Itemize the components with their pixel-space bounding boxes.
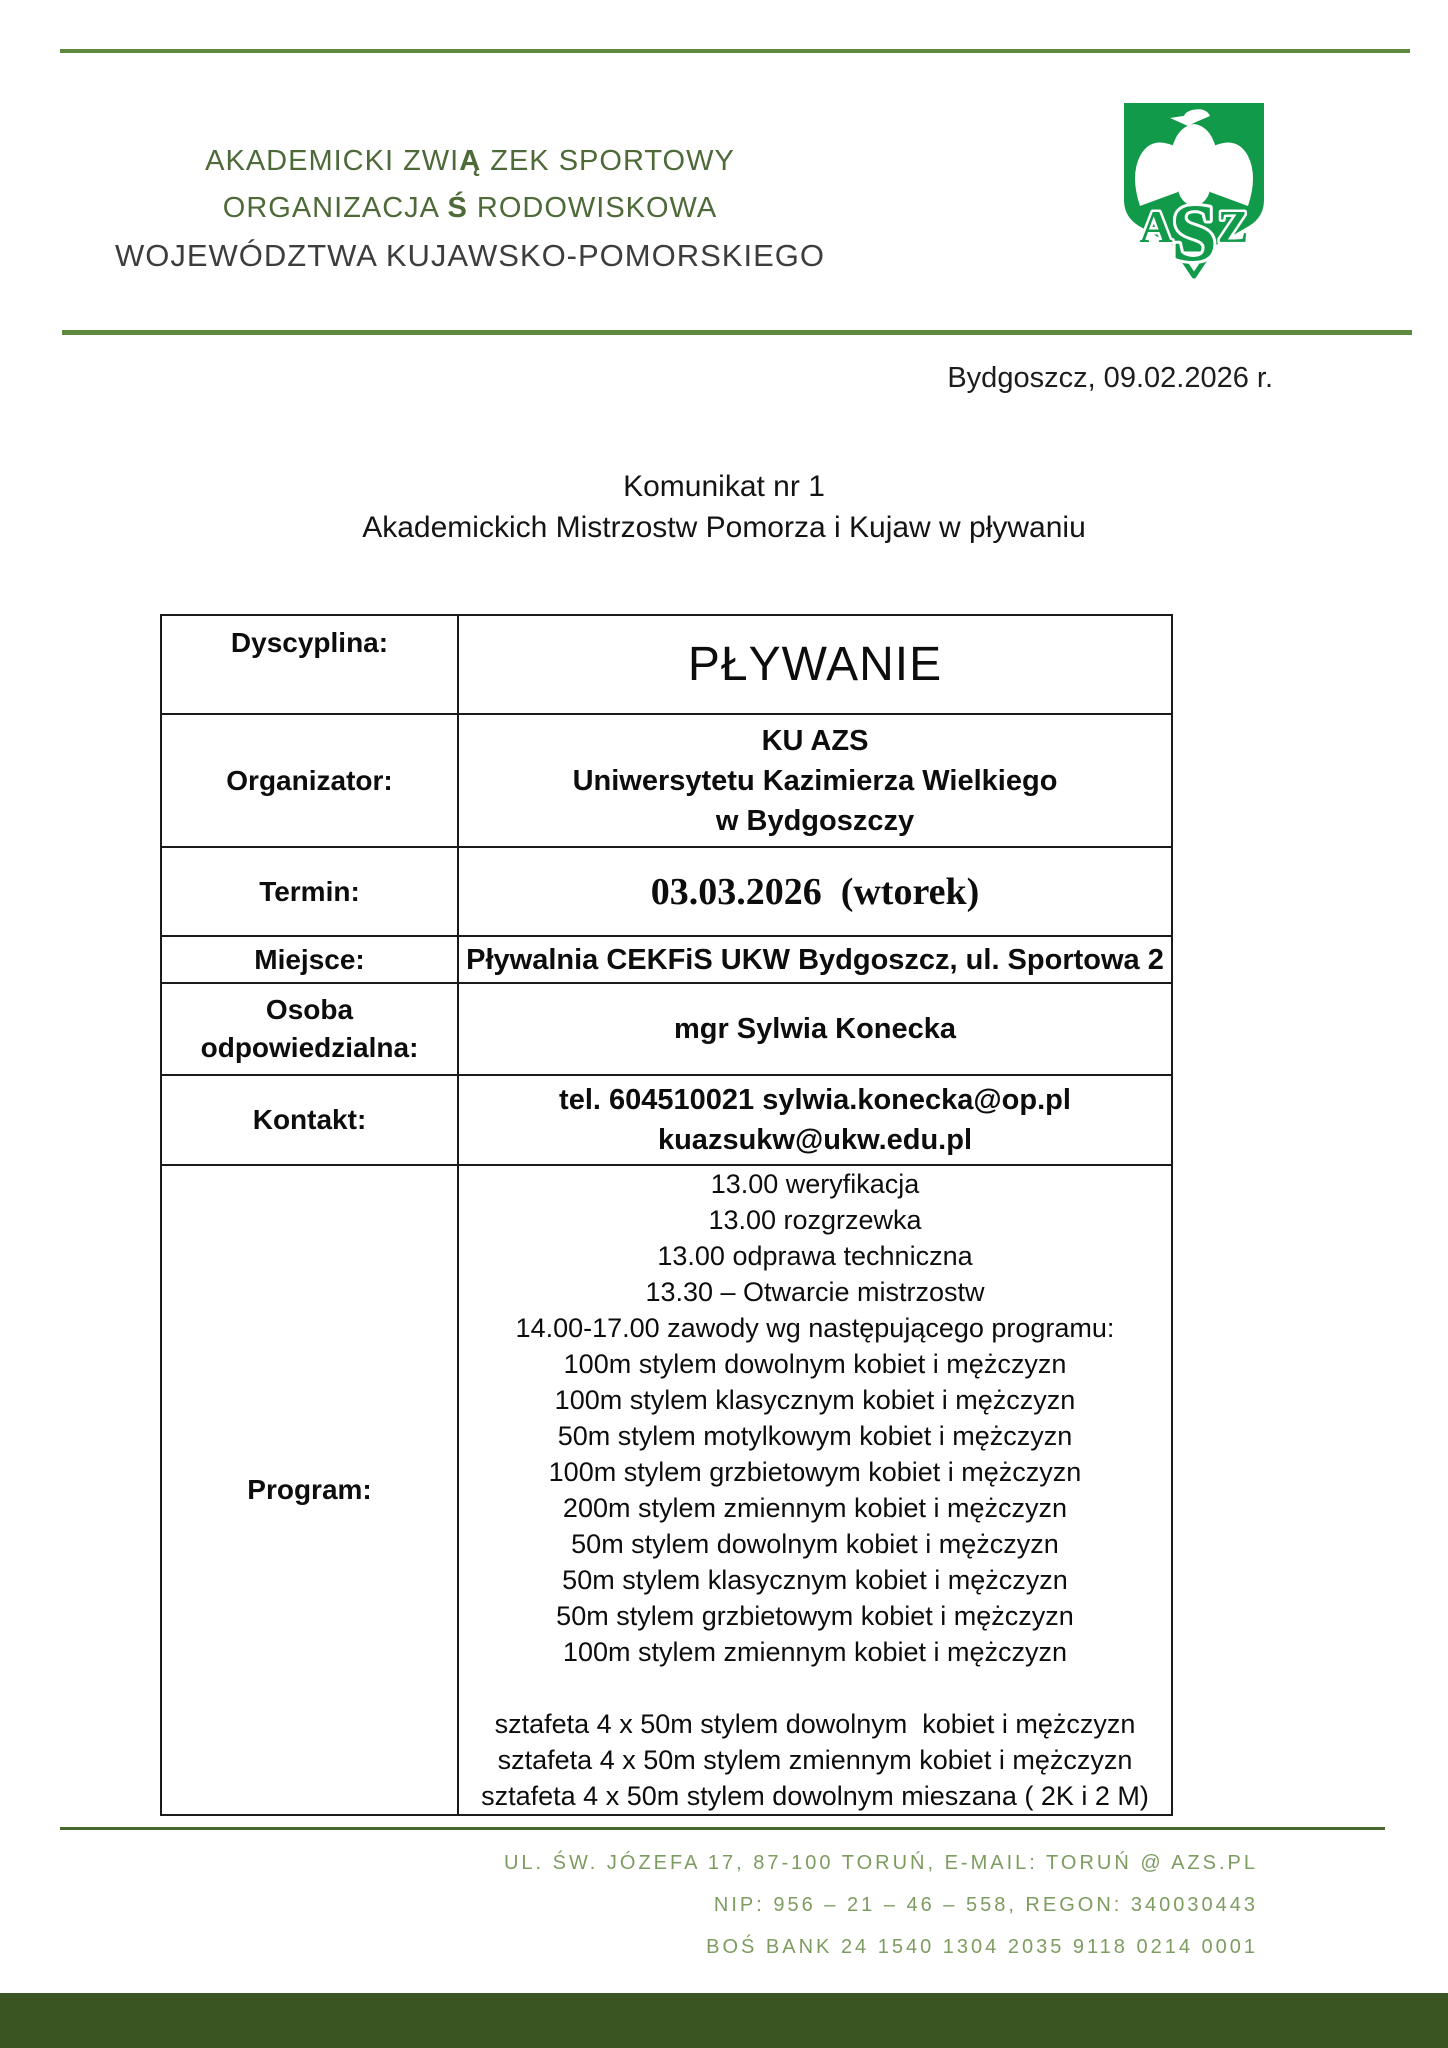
value-line: 14.00-17.00 zawody wg następującego programu: — [515, 1313, 1115, 1343]
value-line — [459, 1670, 1171, 1706]
value-line: 50m stylem grzbietowym kobiet i mężczyzn — [556, 1601, 1074, 1631]
miejsce-value — [458, 936, 1172, 983]
table-row-dyscyplina — [161, 615, 1172, 714]
value-line: KU AZS — [761, 724, 869, 757]
footer-rule — [60, 1827, 1385, 1830]
value-line: 50m stylem klasycznym kobiet i mężczyzn — [562, 1565, 1068, 1595]
logo-letter-z: Z — [1217, 201, 1249, 252]
value-line: 50m stylem motylkowym kobiet i mężczyzn — [557, 1421, 1073, 1451]
label-line: Kontakt: — [252, 1104, 367, 1135]
footer-nip-regon-line: NIP: 956 – 21 – 46 – 558, REGON: 340030443 — [713, 1894, 1258, 1916]
label-line: Miejsce: — [254, 943, 365, 975]
miejsce-label — [161, 936, 458, 983]
value-line: w Bydgoszczy — [715, 804, 915, 837]
org-name-line2 — [70, 185, 870, 232]
kontakt-value — [458, 1075, 1172, 1165]
label-line: Organizator: — [226, 764, 393, 796]
table-row-miejsce — [161, 936, 1172, 983]
label-line: Dyscyplina: — [230, 627, 389, 658]
org-line1-accent: Ą — [459, 145, 482, 177]
title-line1: Komunikat nr 1 — [623, 470, 825, 503]
value-line: mgr Sylwia Konecka — [673, 1013, 957, 1045]
value-line: Pływalnia CEKFiS UKW Bydgoszcz, ul. Sportowa 2 — [466, 943, 1164, 976]
table-row-kontakt — [161, 1075, 1172, 1165]
value-line: 13.00 weryfikacja — [710, 1169, 920, 1199]
org-line2-post: RODOWISKOWA — [467, 192, 718, 224]
azs-logo-icon — [1118, 100, 1270, 285]
value-line: 03.03.2026 (wtorek) — [650, 870, 980, 913]
value-line: Uniwersytetu Kazimierza Wielkiego — [572, 764, 1058, 797]
value-line: tel. 604510021 sylwia.konecka@op.pl — [559, 1084, 1071, 1116]
logo-letter-a: A — [1139, 201, 1173, 252]
document-title — [0, 466, 1448, 548]
value-line: 200m stylem zmiennym kobiet i mężczyzn — [562, 1493, 1068, 1523]
organizator-label — [161, 714, 458, 847]
value-line: 13.00 odprawa techniczna — [657, 1241, 973, 1271]
kontakt-label — [161, 1075, 458, 1165]
value-line: sztafeta 4 x 50m stylem dowolnym mieszana ( 2K i 2 M) — [481, 1781, 1149, 1811]
program-label — [161, 1165, 458, 1815]
footer-address-line: UL. ŚW. JÓZEFA 17, 87-100 TORUŃ, E-MAIL: TORUŃ @ AZS.PL — [503, 1852, 1258, 1874]
table-row-termin — [161, 847, 1172, 936]
org-line1-pre: AKADEMICKI ZWI — [205, 145, 460, 177]
program-value — [458, 1165, 1172, 1815]
value-line: PŁYWANIE — [687, 637, 943, 691]
value-line: sztafeta 4 x 50m stylem zmiennym kobiet i mężczyzn — [497, 1745, 1133, 1775]
table-row-program — [161, 1165, 1172, 1815]
header-divider-rule — [62, 330, 1412, 335]
termin-label — [161, 847, 458, 936]
dyscyplina-value — [458, 615, 1172, 714]
footer-bank-line: BOŚ BANK 24 1540 1304 2035 9118 0214 0001 — [706, 1936, 1258, 1958]
event-info-table — [160, 614, 1173, 1816]
org-line2-accent: Ś — [447, 192, 468, 224]
org-line2-pre: ORGANIZACJA — [222, 192, 448, 224]
value-line: kuazsukw@ukw.edu.pl — [657, 1124, 973, 1156]
label-line: Termin: — [259, 875, 360, 907]
value-line: sztafeta 4 x 50m stylem dowolnym kobiet i mężczyzn — [494, 1709, 1136, 1739]
organisation-header — [70, 138, 870, 279]
value-line: 13.00 rozgrzewka — [708, 1205, 922, 1235]
table-row-organizator — [161, 714, 1172, 847]
label-line: odpowiedzialna: — [200, 1032, 419, 1063]
value-line: 100m stylem dowolnym kobiet i mężczyzn — [563, 1349, 1067, 1379]
dyscyplina-label — [161, 615, 458, 714]
organizator-value — [458, 714, 1172, 847]
top-rule — [60, 49, 1410, 53]
value-line: 50m stylem dowolnym kobiet i mężczyzn — [571, 1529, 1059, 1559]
osoba-value — [458, 983, 1172, 1075]
bottom-green-bar — [0, 1993, 1448, 2048]
termin-value — [458, 847, 1172, 936]
label-line: Osoba — [265, 994, 354, 1025]
value-line: 13.30 – Otwarcie mistrzostw — [645, 1277, 985, 1307]
value-line: 100m stylem grzbietowym kobiet i mężczyzn — [548, 1457, 1082, 1487]
table-row-osoba — [161, 983, 1172, 1075]
osoba-label — [161, 983, 458, 1075]
place-date-line: Bydgoszcz, 09.02.2026 r. — [947, 362, 1273, 394]
org-name-line1 — [70, 138, 870, 185]
logo-letter-s: S — [1171, 187, 1217, 278]
value-line: 100m stylem zmiennym kobiet i mężczyzn — [562, 1637, 1068, 1667]
footer-contact-block — [504, 1842, 1258, 1968]
value-line: 100m stylem klasycznym kobiet i mężczyzn — [554, 1385, 1076, 1415]
org-line1-post: ZEK SPORTOWY — [481, 145, 735, 177]
label-line: Program: — [247, 1474, 372, 1505]
title-line2: Akademickich Mistrzostw Pomorza i Kujaw w pływaniu — [362, 511, 1086, 544]
org-name-line3: WOJEWÓDZTWA KUJAWSKO-POMORSKIEGO — [115, 238, 825, 273]
